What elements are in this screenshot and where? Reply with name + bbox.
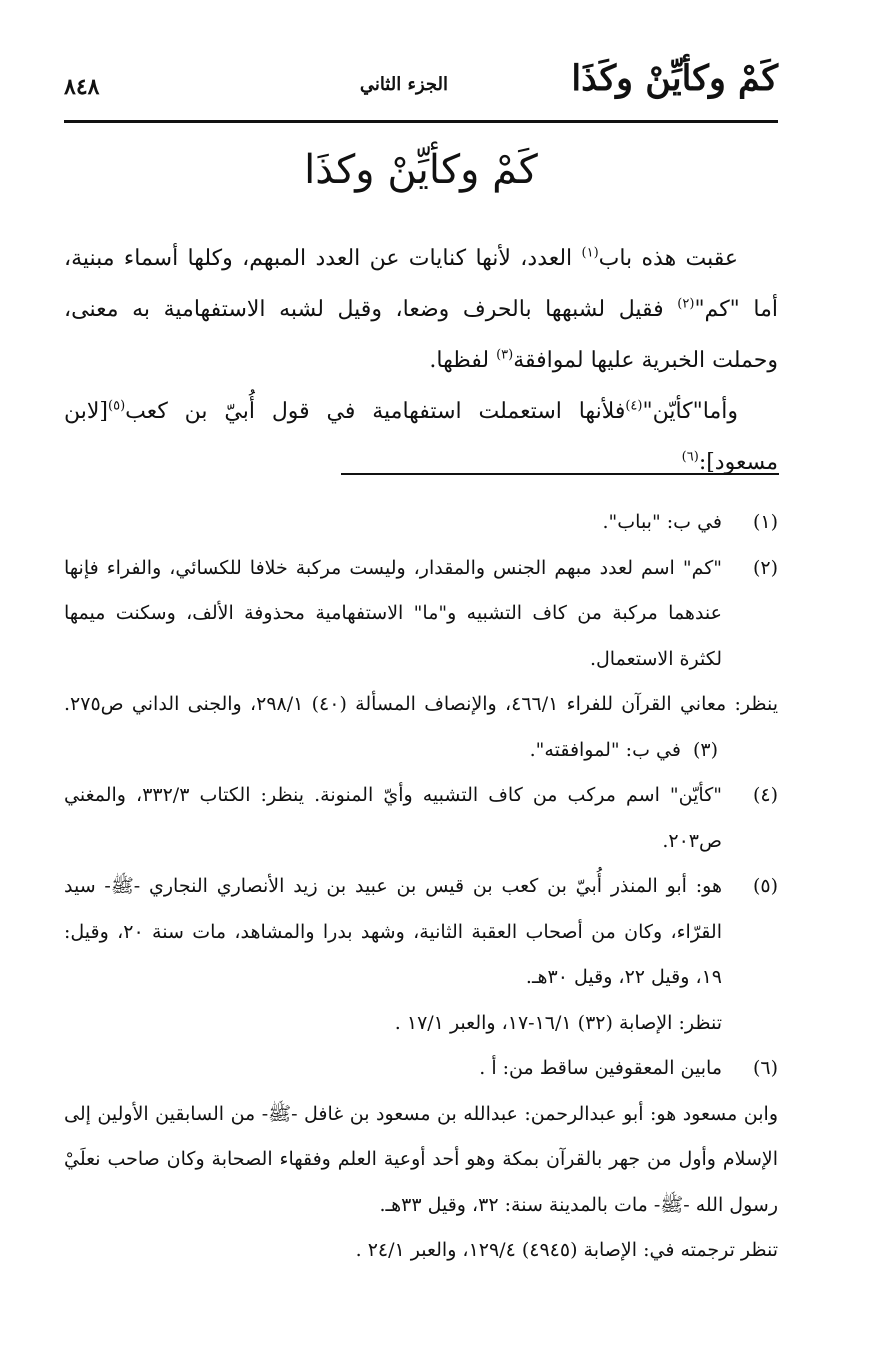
footnote-number: (٢) [752,556,778,579]
header-chapter-title: كَمْ وكأيِّنْ وكَذَا [571,58,778,99]
footnote-reference-line [64,682,778,773]
running-header [64,52,778,116]
footnote-4 [64,773,778,864]
footnote-divider [341,473,779,475]
biography-text: هو: أبو المنذر أُبيّ بن كعب بن قيس بن عبيد بن زيد الأنصاري النجاري -ﷺ- سيد القرّاء، وكان من أصحاب العقبة الثانية، وشهد بدرا والمشاهد، مات سنة ٢٠، وقيل: ١٩، وقيل ٢٢، وقيل ٣٠هـ. [64,875,722,988]
text-run: عقبت هذه باب [598,246,738,271]
paragraph-1 [64,233,778,386]
footnote-3-text: في ب: "لموافقته". [529,738,681,761]
section-heading: كَمْ وكأيِّنْ وكذَا [304,147,538,193]
biography-text: وابن مسعود هو: أبو عبدالرحمن: عبدالله بن مسعود بن غافل -ﷺ- من السابقين الأولين إلى الإسلام وأول من جهر بالقرآن بمكة وهو أحد أوعية العلم وفقهاء الصحابة وكان صاحب نعلَيْ رسول الله -ﷺ- مات بالمدينة سنة: ٣٢، وقيل ٣٣هـ. [64,1102,778,1216]
header-divider [64,120,778,123]
footnote-number-inline: (٣) [692,738,718,761]
page-number: ٨٤٨ [64,74,100,100]
footnote-text: في ب: "بباب". [602,511,722,533]
footnote-ref-4: (٤) [625,398,643,414]
header-volume-label: الجزء الثاني [359,74,448,95]
footnote-1 [64,500,778,546]
footnote-number: (٥) [752,875,778,897]
text-run: [لابن مسعود]: [64,399,778,475]
footnote-ref-1: (١) [581,245,599,261]
text-run: فلأنها استعملت استفهامية في قول أُبيّ بن كعب [125,399,626,424]
footnote-5 [64,864,778,1046]
footnote-ref-6: (٦) [681,449,699,465]
footnote-text [64,864,722,1046]
text-run: وأما"كأيّن" [642,399,738,424]
text-run: فقيل لشبهها بالحرف وضعا، وقيل لشبه الاستفهامية به معنى، وحملت الخبرية عليها لموافقة [64,297,778,373]
footnote-6 [64,1046,778,1092]
footnote-number: (١) [752,511,778,533]
footnote-text: "كم" اسم لعدد مبهم الجنس والمقدار، وليست مركبة خلافا للكسائي، والفراء فإنها عندهما مركبة من كاف التشبيه و"ما" الاستفهامية محذوفة الألف، وسكنت ميمها لكثرة الاستعمال. [64,556,722,670]
footnote-ref-5: (٥) [108,398,126,414]
footnote-text: "كأيّن" اسم مركب من كاف التشبيه وأيّ المنونة. ينظر: الكتاب ٣٣٢/٣، والمغني ص٢٠٣. [64,784,722,852]
footnotes [64,500,778,1274]
footnote-6-continuation [64,1092,778,1274]
footnote-ref-3: (٣) [496,347,514,363]
footnote-number: (٦) [752,1057,778,1079]
footnote-text: مابين المعقوفين ساقط من: أ . [479,1057,722,1079]
footnote-2 [64,546,778,683]
main-text [64,233,778,488]
reference-text: تنظر ترجمته في: الإصابة (٤٩٤٥) ١٢٩/٤، والعبر ٢٤/١ . [355,1239,778,1261]
reference-text: ينظر: معاني القرآن للفراء ٤٦٦/١، والإنصاف المسألة (٤٠) ٢٩٨/١، والجنى الداني ص٢٧٥. [64,693,778,715]
footnote-number: (٤) [752,784,778,806]
text-run: العدد، لأنها كنايات عن العدد المبهم، وكلها أسماء مبنية، أما "كم" [64,246,778,322]
footnote-ref-2: (٢) [677,296,695,312]
footnote-2-references [64,682,778,773]
text-run: لفظها. [429,348,497,373]
reference-text: تنظر: الإصابة (٣٢) ١٦/١-١٧، والعبر ١٧/١ . [394,1011,722,1034]
